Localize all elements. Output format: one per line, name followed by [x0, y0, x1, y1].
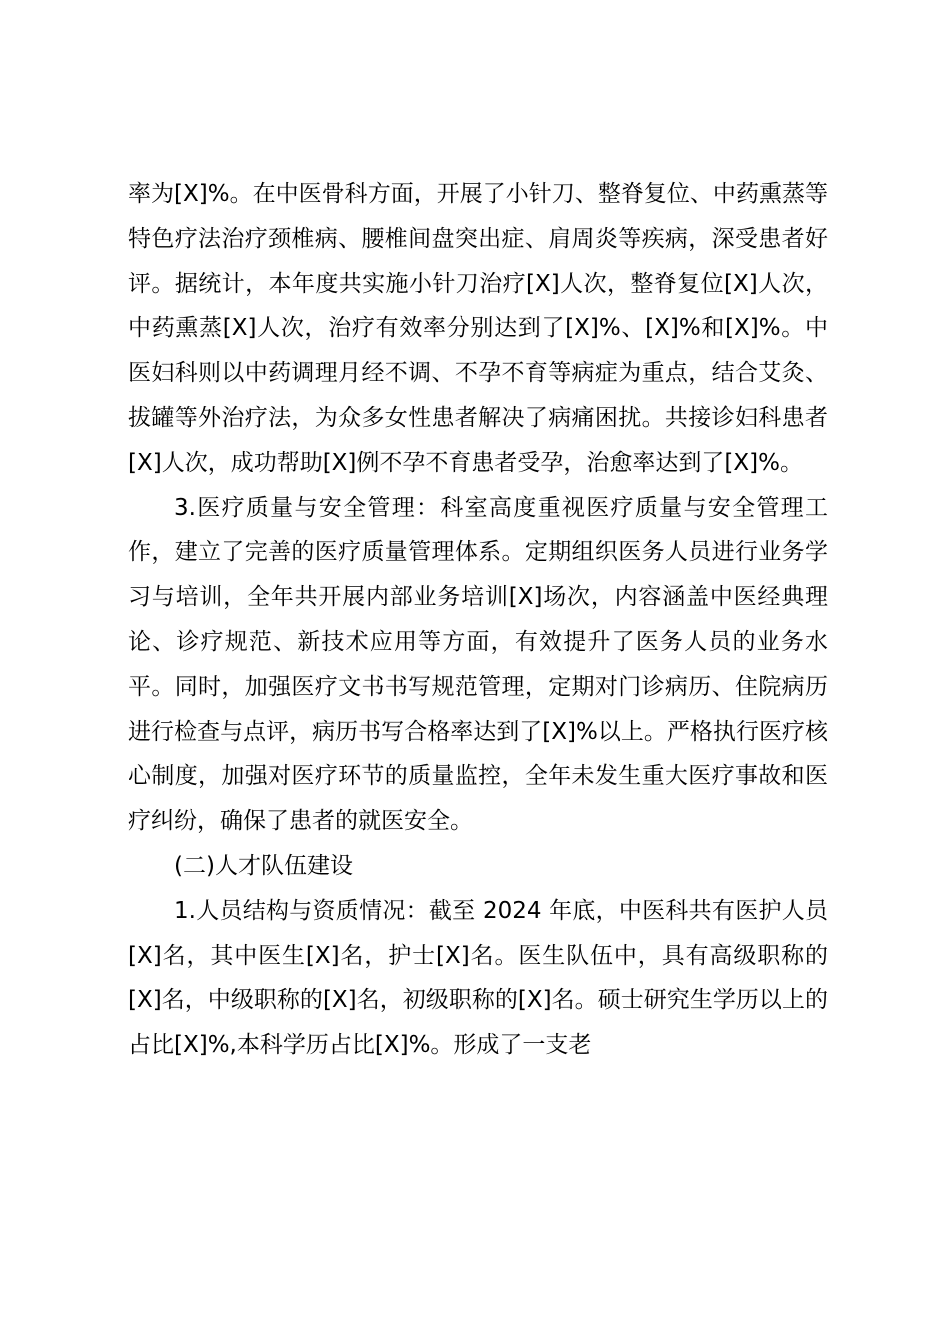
- body-paragraph-quality-safety: 3.医疗质量与安全管理：科室高度重视医疗质量与安全管理工作，建立了完善的医疗质量管理体系。定期组织医务人员进行业务学习与培训，全年共开展内部业务培训[X]场次，内容涵盖中医经典理论、诊疗规范、新技术应用等方面，有效提升了医务人员的业务水平。同时，加强医疗文书书写规范管理，定期对门诊病历、住院病历进行检查与点评，病历书写合格率达到了[X]%以上。严格执行医疗核心制度，加强对医疗环节的质量监控，全年未发生重大医疗事故和医疗纠纷，确保了患者的就医安全。: [128, 494, 828, 835]
- body-paragraph-staff-structure: 1.人员结构与资质情况：截至 2024 年底，中医科共有医护人员[X]名，其中医生[X]名，护士[X]名。医生队伍中，具有高级职称的[X]名，中级职称的[X]名，初级职称的[X]名。硕士研究生学历以上的占比[X]%,本科学历占比[X]%。形成了一支老: [128, 897, 828, 1059]
- body-paragraph-specialty-outcomes: 率为[X]%。在中医骨科方面，开展了小针刀、整脊复位、中药熏蒸等特色疗法治疗颈椎病、腰椎间盘突出症、肩周炎等疾病，深受患者好评。据统计，本年度共实施小针刀治疗[X]人次，整脊复位[X]人次，中药熏蒸[X]人次，治疗有效率分别达到了[X]%、[X]%和[X]%。中医妇科则以中药调理月经不调、不孕不育等病症为重点，结合艾灸、拔罐等外治疗法，为众多女性患者解决了病痛困扰。共接诊妇科患者[X]人次，成功帮助[X]例不孕不育患者受孕，治愈率达到了[X]%。: [128, 181, 828, 476]
- document-body: [128, 172, 828, 1068]
- section-heading-talent-team: (二)人才队伍建设: [174, 852, 353, 879]
